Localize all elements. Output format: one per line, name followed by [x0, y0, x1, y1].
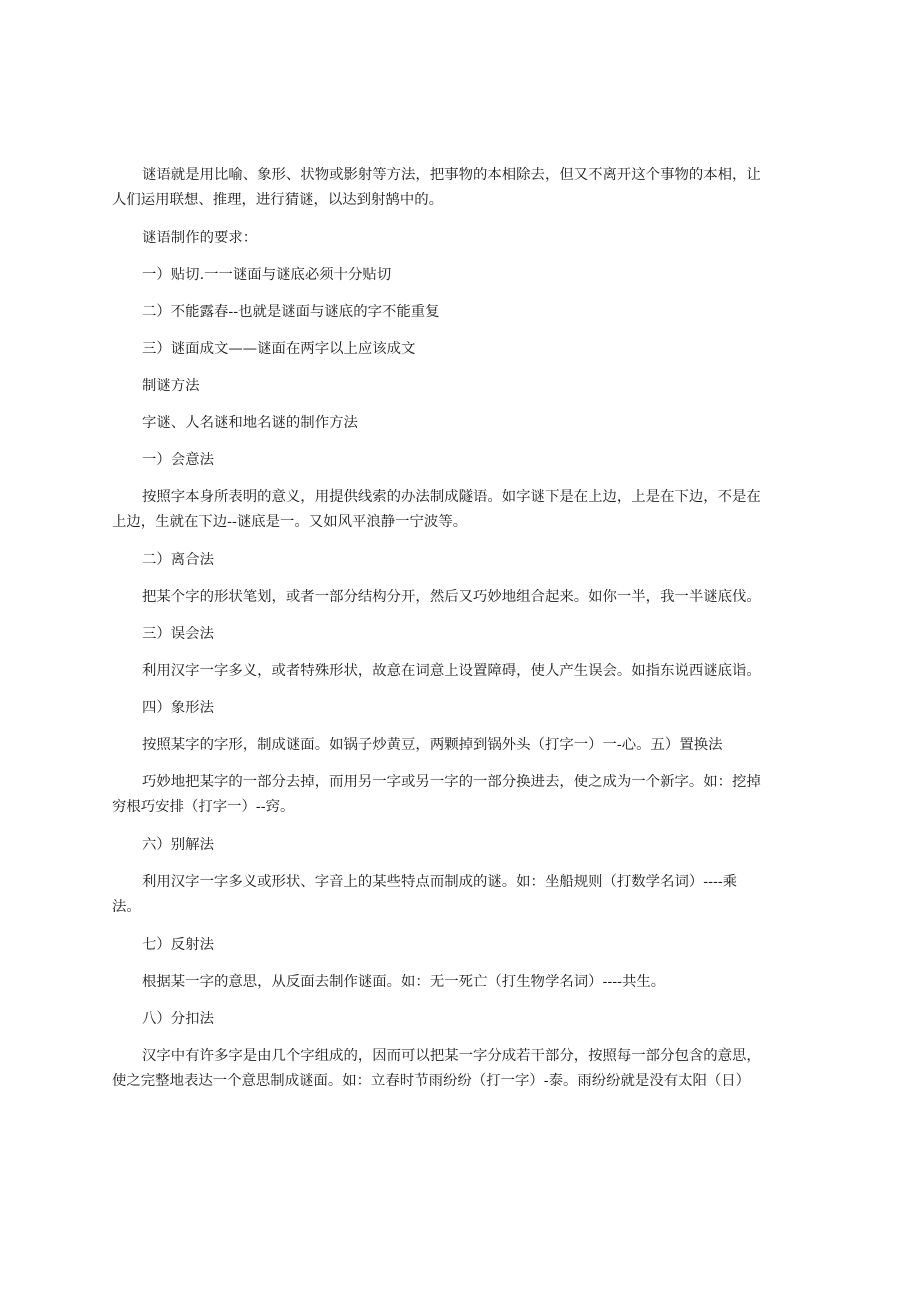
method-body-4: 按照某字的字形，制成谜面。如锅子炒黄豆，两颗掉到锅外头（打字一）一-心。五）置换法 [142, 737, 723, 753]
method-heading-4: 四）象形法 [142, 700, 214, 716]
method-heading-6: 六）别解法 [142, 837, 214, 853]
method-body-7: 根据某一字的意思，从反面去制作谜面。如：无一死亡（打生物学名词）----共生。 [142, 974, 666, 990]
requirement-item-2: 二）不能露春--也就是谜面与谜底的字不能重复 [142, 304, 440, 320]
heading-methods: 制谜方法 [142, 378, 200, 394]
requirement-item-1: 一）贴切.一一谜面与谜底必须十分贴切 [142, 267, 392, 283]
method-body-6: 利用汉字一字多义或形状、字音上的某些特点而制成的谜。如：坐船规则（打数学名词）----乘法。 [112, 874, 738, 915]
method-heading-3: 三）误会法 [142, 626, 214, 642]
heading-requirements: 谜语制作的要求： [142, 230, 258, 246]
requirement-item-3: 三）谜面成文——谜面在两字以上应该成文 [142, 341, 416, 357]
heading-character-riddles: 字谜、人名谜和地名谜的制作方法 [142, 415, 358, 431]
paragraph-intro: 谜语就是用比喻、象形、状物或影射等方法，把事物的本相除去，但又不离开这个事物的本相，让人们运用联想、推理，进行猜谜，以达到射鹄中的。 [112, 167, 761, 208]
method-body-3: 利用汉字一字多义，或者特殊形状，故意在词意上设置障碍，使人产生误会。如指东说西谜底诣。 [142, 663, 761, 679]
document-page [112, 163, 764, 1094]
method-heading-2: 二）离合法 [142, 552, 214, 568]
method-body-2: 把某个字的形状笔划，或者一部分结构分开，然后又巧妙地组合起来。如你一半，我一半谜底伐。 [142, 589, 761, 605]
method-heading-7: 七）反射法 [142, 937, 214, 953]
method-body-5: 巧妙地把某字的一部分去掉，而用另一字或另一字的一部分换进去，使之成为一个新字。如：挖掉穷根巧安排（打字一）--窍。 [112, 774, 761, 815]
method-body-8: 汉字中有许多字是由几个字组成的，因而可以把某一字分成若干部分，按照每一部分包含的意思，使之完整地表达一个意思制成谜面。如：立春时节雨纷纷（打一字）-泰。雨纷纷就是没有太阳（日） [112, 1048, 761, 1089]
method-heading-8: 八）分扣法 [142, 1011, 214, 1027]
method-heading-1: 一）会意法 [142, 452, 214, 468]
method-body-1: 按照字本身所表明的意义，用提供线索的办法制成隧语。如字谜下是在上边，上是在下边，不是在上边，生就在下边--谜底是一。又如风平浪静一宁波等。 [112, 489, 761, 530]
